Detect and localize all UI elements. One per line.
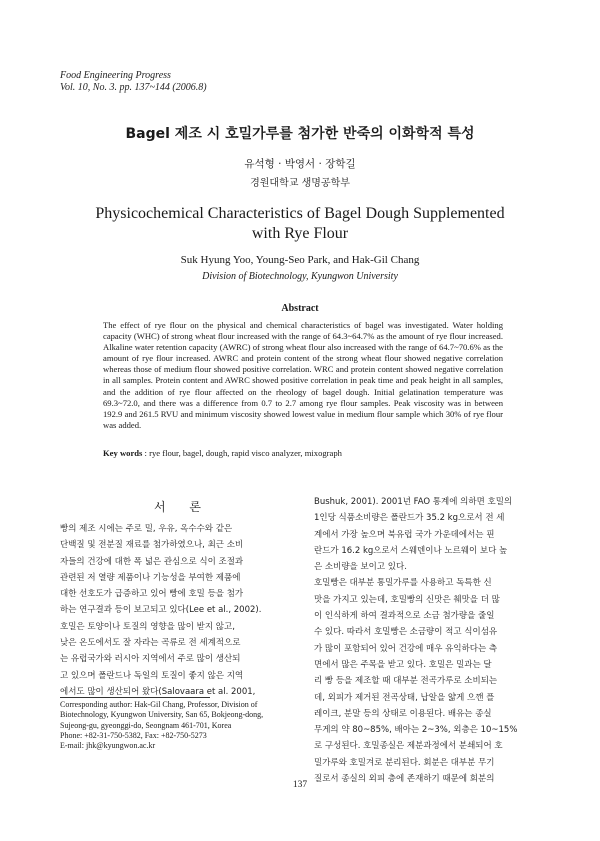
keywords-list: : rye flour, bagel, dough, rapid visco analyzer, mixograph <box>144 448 342 458</box>
journal-citation: Vol. 10, No. 3. pp. 137~144 (2006.8) <box>60 82 207 93</box>
body-line: 로 구성된다. 호밀종실은 제분과정에서 분쇄되어 호 <box>314 741 503 752</box>
right-column <box>314 494 558 787</box>
keywords-label: Key words <box>103 448 143 458</box>
english-title-line-2: with Rye Flour <box>251 225 349 242</box>
body-line: 는 유럽국가와 러시아 지역에서 주로 많이 생산되 <box>60 654 241 665</box>
body-line: Bushuk, 2001). 2001년 FAO 통계에 의하면 호밀의 <box>314 497 513 507</box>
korean-title: Bagel 제조 시 호밀가루를 첨가한 반죽의 이화학적 특성 <box>125 126 475 142</box>
body-line: 낮은 온도에서도 잘 자라는 곡류로 전 세계적으로 <box>60 638 241 649</box>
body-line: 빵의 제조 시에는 주로 밀, 우유, 옥수수와 같은 <box>60 524 233 534</box>
korean-affiliation: 경원대학교 생명공학부 <box>250 178 350 189</box>
korean-authors: 유석형 · 박영서 · 장학길 <box>244 158 356 170</box>
footnote-line: Sujeong-gu, gyeonggi-do, Seongnam 461-701, Korea <box>60 720 232 730</box>
body-line: 고 있으며 폴란드나 독일의 토질이 좋지 않은 지역 <box>60 670 244 681</box>
body-line: 맛을 가지고 있는데, 호밀빵의 신맛은 췌맛을 더 많 <box>314 594 500 605</box>
body-line: 수 있다. 따라서 호밀빵은 소금량이 적고 식이섬유 <box>314 627 498 638</box>
corresponding-author-footnote <box>60 700 305 751</box>
footnote-line: Biotechnology, Kyungwon University, San 65, Bokjeong-dong, <box>60 710 264 720</box>
body-line: 란드가 16.2 kg으로서 스웨덴이나 노르웨이 보다 높 <box>314 545 508 556</box>
body-line: 계에서 가장 높으며 북유럽 국가 가운데에서는 핀 <box>314 529 495 540</box>
body-line: 은 소비량을 보이고 있다. <box>314 562 407 573</box>
abstract-heading: Abstract <box>281 303 319 314</box>
page-number: 137 <box>292 780 308 790</box>
keywords <box>103 448 503 459</box>
body-line: 대한 선호도가 급증하고 있어 빵에 호밀 등을 첨가 <box>60 589 244 600</box>
english-title <box>0 204 600 244</box>
journal-header <box>60 70 207 94</box>
english-affiliation: Division of Biotechnology, Kyungwon University <box>202 271 398 282</box>
body-line: 이 인식하게 하여 결과적으로 소금 첨가량을 줄일 <box>314 611 495 622</box>
body-line: 면에서 많은 주목을 받고 있다. 호밀은 밀과는 달 <box>314 659 492 670</box>
footnote-divider <box>60 697 210 698</box>
footnote-line: Phone: +82-31-750-5382, Fax: +82-750-5273 <box>60 730 207 740</box>
journal-name: Food Engineering Progress <box>60 70 171 81</box>
body-line: 가 많이 포함되어 있어 건강에 매우 유익하다는 측 <box>314 643 498 654</box>
body-line: 리 빵 등을 제조할 때 대부분 전곡가루로 소비되는 <box>314 676 498 687</box>
english-title-line-1: Physicochemical Characteristics of Bagel Dough Supplemented <box>95 205 505 222</box>
body-line: 레이크, 분말 등의 상태로 이용된다. 배유는 종실 <box>314 708 492 719</box>
english-authors: Suk Hyung Yoo, Young-Seo Park, and Hak-Gil Chang <box>180 254 420 266</box>
body-line: 호밀은 토양이나 토질의 영향을 많이 받지 않고, <box>60 621 235 632</box>
body-line: 에서도 많이 생산되어 왔다(Salovaara et al. 2001, <box>60 686 256 697</box>
footnote-email[interactable]: E-mail: jhk@kyungwon.ac.kr <box>60 741 156 751</box>
body-line: 단백질 및 전분질 재료를 첨가하였으나, 최근 소비 <box>60 540 244 551</box>
body-line: 데, 외피가 제거된 전곡상태, 납알을 얇게 으깬 플 <box>314 692 495 703</box>
body-line: 관련된 저 열량 제품이나 기능성을 부여한 제품에 <box>60 572 241 583</box>
body-line: 질로서 종실의 외피 층에 존재하기 때문에 회분의 <box>314 774 495 785</box>
body-line: 무게의 약 80~85%, 배아는 2~3%, 외층은 10~15% <box>314 725 518 736</box>
body-line: 1인당 식품소비량은 폴란드가 35.2 kg으로서 전 세 <box>314 513 505 524</box>
left-column <box>60 521 304 700</box>
footnote-line: Corresponding author: Hak-Gil Chang, Professor, Division of <box>60 700 258 709</box>
section-heading-introduction: 서 론 <box>154 500 211 514</box>
body-line: 호밀빵은 대부분 통밀가루를 사용하고 독특한 신 <box>314 578 492 589</box>
body-line: 하는 연구결과 등이 보고되고 있다(Lee et al., 2002). <box>60 605 262 616</box>
body-line: 자들의 건강에 대한 폭 넓은 관심으로 식이 조절과 <box>60 556 244 567</box>
abstract-text: The effect of rye flour on the physical and chemical characteristics of bagel was investigated. Water holding capacity (WHC) of strong wheat flour increased with the range of 64.3~64.7% as the amount of rye flour increased. Alkaline water retention capacity (AWRC) of strong wheat flour also increased with the range of 64.7~70.6% as the amount of rye flour increased. AWRC and protein content of the strong wheat flour showed negative correlation whereas those of medium flour showed positive correlation. WRC and protein content showed negative correlation in all samples. Protein content and AWRC showed positive correlation in peak time and peak height in all samples, and the addition of rye flour affected on the rheology of bagel dough. Initial gelatination temperature was 69.3~72.0, and there was a difference from 0.7 to 2.7 among rye flour samples. Peak viscosity was in between 192.9 and 261.5 RVU and minimum viscosity showed lowest value in medium flour sample which 30% of rye flour was added. <box>103 320 503 430</box>
body-line: 밀가루와 호밀겨로 분리된다. 회분은 대부분 무기 <box>314 757 495 768</box>
